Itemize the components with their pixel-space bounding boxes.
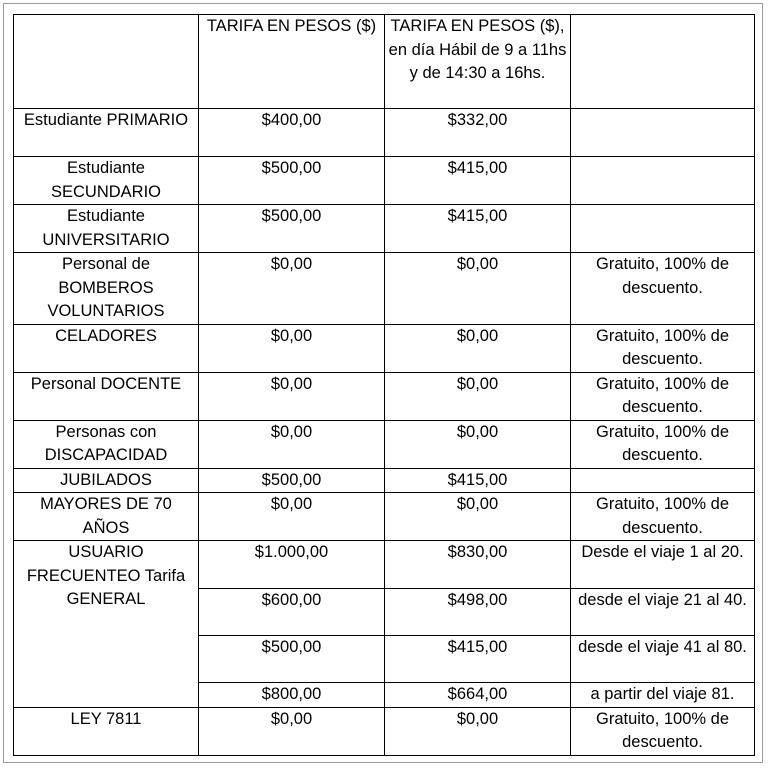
- category-cell: Estudiante PRIMARIO: [14, 109, 199, 157]
- tarifa-cell: $500,00: [199, 157, 385, 205]
- table-row: [14, 493, 755, 541]
- tarifa-cell: $1.000,00: [199, 541, 385, 589]
- tarifa-cell: $500,00: [199, 636, 385, 683]
- tarifa-horario-cell: $0,00: [385, 253, 571, 325]
- observacion-cell: Gratuito, 100% de descuento.: [571, 420, 755, 468]
- table-row: [14, 420, 755, 468]
- category-cell: MAYORES DE 70 AÑOS: [14, 493, 199, 541]
- category-cell: Personal de BOMBEROS VOLUNTARIOS: [14, 253, 199, 325]
- observacion-cell: Gratuito, 100% de descuento.: [571, 372, 755, 420]
- tarifa-horario-cell: $0,00: [385, 493, 571, 541]
- tarifa-cell: $600,00: [199, 589, 385, 636]
- tarifa-cell: $0,00: [199, 493, 385, 541]
- table-row: [14, 324, 755, 372]
- table-row: [14, 468, 755, 493]
- observacion-cell: [571, 205, 755, 253]
- header-cell-tarifa-horario: TARIFA EN PESOS ($), en día Hábil de 9 a 11hs y de 14:30 a 16hs.: [385, 15, 571, 109]
- observacion-cell: Gratuito, 100% de descuento.: [571, 707, 755, 755]
- observacion-cell: [571, 157, 755, 205]
- observacion-cell: Gratuito, 100% de descuento.: [571, 324, 755, 372]
- table-row-frecuente: [14, 541, 755, 589]
- tarifa-cell: $500,00: [199, 205, 385, 253]
- observacion-cell: Gratuito, 100% de descuento.: [571, 253, 755, 325]
- tarifa-cell: $400,00: [199, 109, 385, 157]
- tarifa-horario-cell: $498,00: [385, 589, 571, 636]
- observacion-cell: a partir del viaje 81.: [571, 683, 755, 708]
- table-row: [14, 109, 755, 157]
- tarifa-cell: $0,00: [199, 372, 385, 420]
- category-cell: Estudiante SECUNDARIO: [14, 157, 199, 205]
- table-header-row: [14, 15, 755, 109]
- tarifa-horario-cell: $415,00: [385, 205, 571, 253]
- category-cell: Personas con DISCAPACIDAD: [14, 420, 199, 468]
- tarifa-horario-cell: $415,00: [385, 636, 571, 683]
- tarifa-horario-cell: $415,00: [385, 468, 571, 493]
- table-row: [14, 205, 755, 253]
- table-row: [14, 157, 755, 205]
- category-cell: CELADORES: [14, 324, 199, 372]
- table-row: [14, 372, 755, 420]
- header-cell-category: [14, 15, 199, 109]
- tarifa-cell: $500,00: [199, 468, 385, 493]
- tarifa-horario-cell: $0,00: [385, 420, 571, 468]
- tarifa-horario-cell: $0,00: [385, 707, 571, 755]
- observacion-cell: desde el viaje 21 al 40.: [571, 589, 755, 636]
- tarifa-cell: $0,00: [199, 324, 385, 372]
- table-row: [14, 253, 755, 325]
- category-cell: Personal DOCENTE: [14, 372, 199, 420]
- observacion-cell: [571, 109, 755, 157]
- tarifa-cell: $800,00: [199, 683, 385, 708]
- category-cell-frecuente: USUARIO FRECUENTEO Tarifa GENERAL: [14, 541, 199, 708]
- tariff-table: [13, 14, 755, 756]
- category-cell: LEY 7811: [14, 707, 199, 755]
- header-cell-observacion: [571, 15, 755, 109]
- tarifa-cell: $0,00: [199, 707, 385, 755]
- tarifa-horario-cell: $415,00: [385, 157, 571, 205]
- header-cell-tarifa: TARIFA EN PESOS ($): [199, 15, 385, 109]
- tarifa-horario-cell: $0,00: [385, 324, 571, 372]
- observacion-cell: [571, 468, 755, 493]
- tarifa-horario-cell: $0,00: [385, 372, 571, 420]
- tarifa-horario-cell: $664,00: [385, 683, 571, 708]
- table-row-ley: [14, 707, 755, 755]
- tarifa-cell: $0,00: [199, 420, 385, 468]
- tarifa-horario-cell: $332,00: [385, 109, 571, 157]
- category-cell: Estudiante UNIVERSITARIO: [14, 205, 199, 253]
- observacion-cell: Desde el viaje 1 al 20.: [571, 541, 755, 589]
- tarifa-cell: $0,00: [199, 253, 385, 325]
- tarifa-horario-cell: $830,00: [385, 541, 571, 589]
- category-cell: JUBILADOS: [14, 468, 199, 493]
- observacion-cell: Gratuito, 100% de descuento.: [571, 493, 755, 541]
- observacion-cell: desde el viaje 41 al 80.: [571, 636, 755, 683]
